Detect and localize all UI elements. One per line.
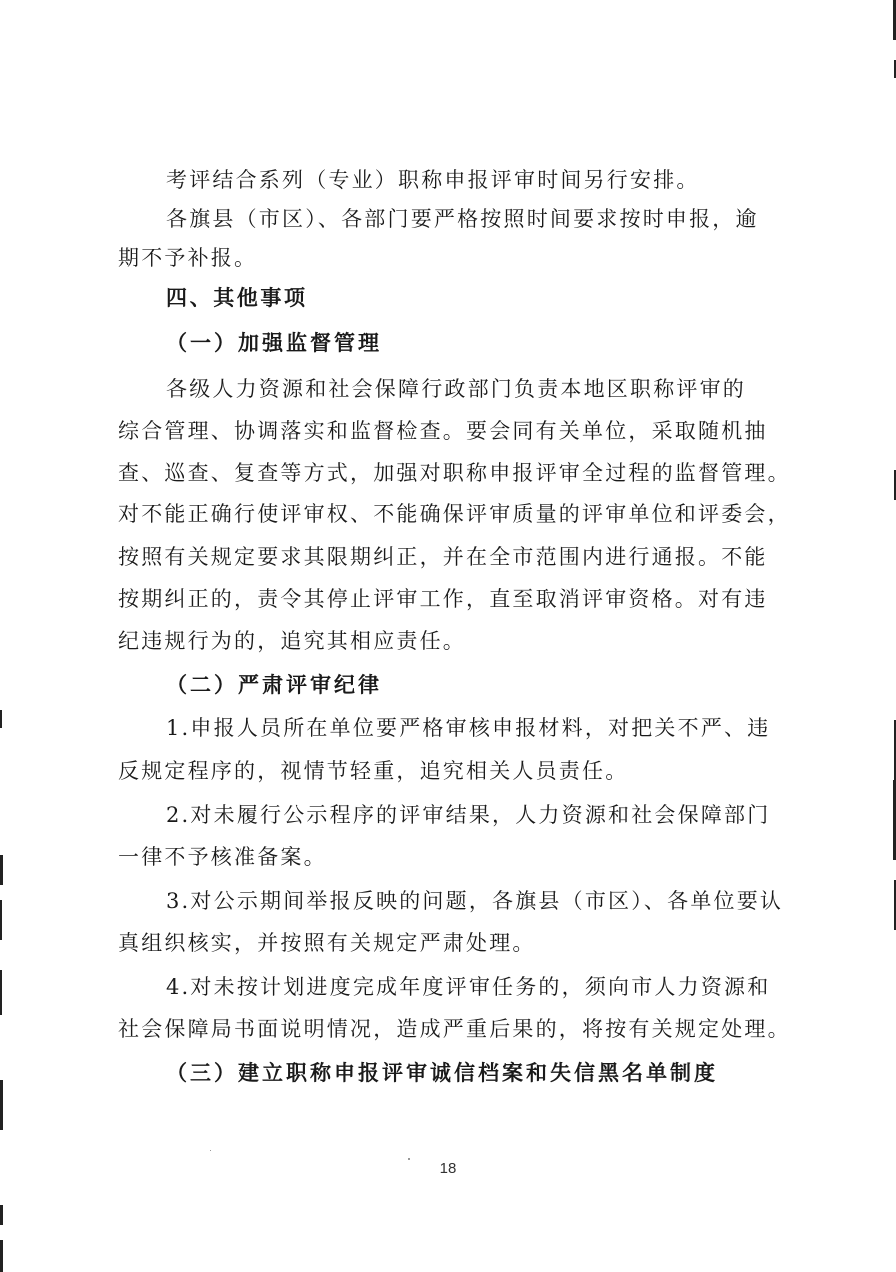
page-number: 18 [439,1160,457,1177]
paragraph-line: 查、巡查、复查等方式，加强对职称申报评审全过程的监督管理。 [118,461,791,485]
subsection-heading: （三）建立职称申报评审诚信档案和失信黑名单制度 [166,1060,718,1085]
paragraph-line: 真组织核实，并按照有关规定严肃处理。 [118,931,536,955]
paragraph-line: 纪违规行为的，追究其相应责任。 [118,629,466,653]
paragraph-line: 按期纠正的，责令其停止评审工作，直至取消评审资格。对有违 [118,587,768,611]
paragraph-line: 一律不予核准备案。 [118,845,327,869]
scan-speck [210,1150,211,1151]
paragraph-line: 按照有关规定要求其限期纠正，并在全市范围内进行通报。不能 [118,545,768,569]
paragraph-line: 各旗县（市区）、各部门要严格按照时间要求按时申报，逾 [166,207,759,231]
scan-speck [408,1158,410,1160]
scan-edge-mark [0,1240,3,1272]
paragraph-line: 4.对未按计划进度完成年度评审任务的，须向市人力资源和 [166,975,771,999]
subsection-heading: （一）加强监督管理 [166,330,382,355]
paragraph-line: 对不能正确行使评审权、不能确保评审质量的评审单位和评委会， [118,502,791,526]
paragraph-line: 考评结合系列（专业）职称申报评审时间另行安排。 [166,168,700,192]
paragraph-line: 2.对未履行公示程序的评审结果，人力资源和社会保障部门 [166,803,771,827]
paragraph-line: 各级人力资源和社会保障行政部门负责本地区职称评审的 [166,377,746,401]
scan-edge-mark [0,1205,3,1225]
scan-edge-mark [0,970,2,1015]
scan-edge-mark [0,710,2,728]
scan-edge-mark [0,1080,3,1130]
paragraph-line: 3.对公示期间举报反映的问题，各旗县（市区）、各单位要认 [166,889,784,913]
scan-edge-mark [0,855,3,885]
paragraph-line: 社会保障局书面说明情况，造成严重后果的，将按有关规定处理。 [118,1017,791,1041]
subsection-heading: （二）严肃评审纪律 [166,672,382,697]
scan-edge-mark [0,900,2,940]
paragraph-line: 反规定程序的，视情节轻重，追究相关人员责任。 [118,759,629,783]
paragraph-line: 期不予补报。 [118,246,258,270]
paragraph-line: 综合管理、协调落实和监督检查。要会同有关单位，采取随机抽 [118,419,768,443]
section-heading: 四、其他事项 [166,285,308,310]
paragraph-line: 1.申报人员所在单位要严格审核申报材料，对把关不严、违 [166,716,771,740]
